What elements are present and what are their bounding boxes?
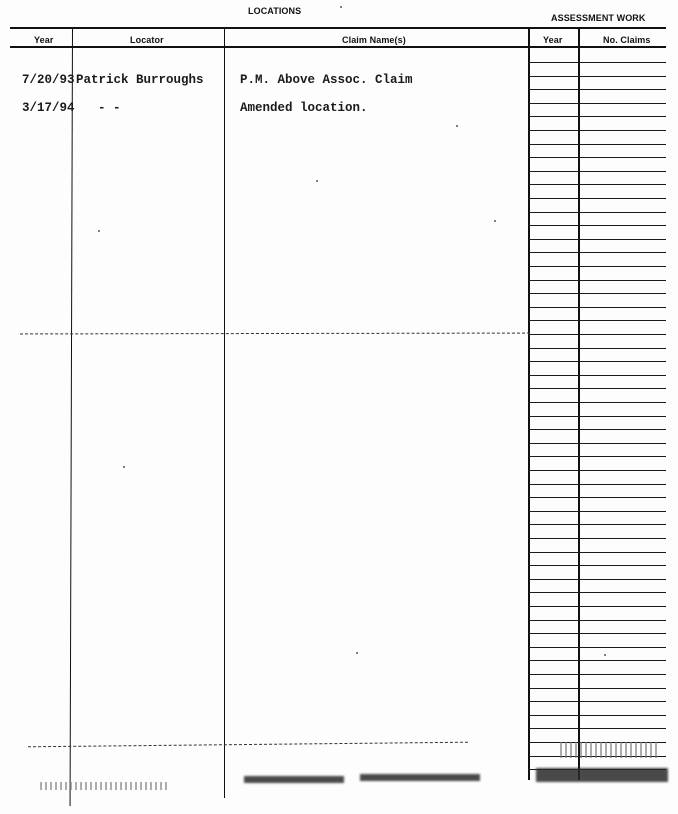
ledger-row-line	[528, 171, 666, 172]
entry-1-locator: Patrick Burroughs	[76, 73, 204, 87]
ledger-row-line	[528, 157, 666, 158]
fold-line-lower	[28, 742, 468, 748]
ledger-row-line	[528, 456, 666, 457]
assessment-work-title: ASSESSMENT WORK	[551, 13, 646, 23]
scan-smudge-3	[536, 768, 668, 782]
ledger-row-line	[528, 524, 666, 525]
speck	[98, 230, 100, 232]
ledger-row-line	[528, 402, 666, 403]
speck	[456, 125, 458, 127]
ledger-row-line	[528, 674, 666, 675]
scan-smudge-1	[244, 776, 344, 783]
locations-title: LOCATIONS	[248, 6, 302, 16]
entry-1-year: 7/20/93	[22, 73, 75, 87]
ledger-row-line	[528, 266, 666, 267]
column-header-claim-names: Claim Name(s)	[342, 35, 406, 45]
ledger-row-line	[528, 388, 666, 389]
ledger-row-line	[528, 62, 666, 63]
ledger-row-line	[528, 307, 666, 308]
ledger-row-line	[528, 89, 666, 90]
column-header-aw-year: Year	[543, 35, 563, 45]
ledger-row-line	[528, 443, 666, 444]
divider-awyear-awclaims	[578, 28, 580, 780]
speck	[356, 652, 358, 654]
speck	[494, 220, 496, 222]
ledger-row-line	[528, 592, 666, 593]
ledger-row-line	[528, 76, 666, 77]
fold-line-upper	[20, 333, 530, 335]
ledger-row-line	[528, 715, 666, 716]
ledger-row-line	[528, 511, 666, 512]
column-header-aw-claims: No. Claims	[603, 35, 651, 45]
ledger-row-line	[528, 565, 666, 566]
speck	[316, 180, 318, 182]
ledger-row-line	[528, 633, 666, 634]
entry-1-claim: P.M. Above Assoc. Claim	[240, 73, 413, 87]
ledger-row-line	[528, 579, 666, 580]
entry-2-locator: - -	[98, 101, 121, 115]
ledger-row-line	[528, 198, 666, 199]
ledger-row-line	[528, 620, 666, 621]
ledger-row-line	[528, 538, 666, 539]
ledger-row-line	[528, 470, 666, 471]
ledger-row-line	[528, 212, 666, 213]
ledger-row-line	[528, 116, 666, 117]
ledger-row-line	[528, 320, 666, 321]
ledger-row-line	[528, 144, 666, 145]
scan-smudge-4	[40, 782, 170, 790]
column-header-year: Year	[34, 35, 54, 45]
ledger-row-line	[528, 497, 666, 498]
column-header-locator: Locator	[130, 35, 164, 45]
divider-claims-awyear	[528, 28, 530, 780]
ledger-row-line	[528, 606, 666, 607]
ledger-row-line	[528, 660, 666, 661]
ledger-row-line	[528, 728, 666, 729]
ledger-row-line	[528, 348, 666, 349]
ledger-row-line	[528, 484, 666, 485]
ledger-row-line	[528, 280, 666, 281]
entry-2-year: 3/17/94	[22, 101, 75, 115]
ledger-row-line	[528, 375, 666, 376]
ledger-row-line	[528, 184, 666, 185]
ledger-row-line	[528, 293, 666, 294]
ledger-row-line	[528, 130, 666, 131]
divider-year-locator	[70, 28, 73, 806]
ledger-row-line	[528, 429, 666, 430]
header-top-rule	[10, 27, 666, 29]
scan-smudge-5	[560, 742, 660, 758]
divider-locator-claims	[224, 28, 225, 798]
ledger-row-line	[528, 688, 666, 689]
header-bottom-rule	[10, 46, 666, 48]
ledger-row-line	[528, 252, 666, 253]
ledger-row-line	[528, 334, 666, 335]
speck	[340, 6, 342, 8]
ledger-row-line	[528, 552, 666, 553]
ledger-row-line	[528, 239, 666, 240]
ledger-row-line	[528, 361, 666, 362]
speck	[123, 466, 125, 468]
ledger-row-line	[528, 701, 666, 702]
entry-2-claim: Amended location.	[240, 101, 368, 115]
ledger-row-line	[528, 647, 666, 648]
speck	[604, 654, 606, 656]
ledger-row-line	[528, 103, 666, 104]
ledger-row-line	[528, 416, 666, 417]
ledger-row-line	[528, 225, 666, 226]
scan-smudge-2	[360, 774, 480, 781]
